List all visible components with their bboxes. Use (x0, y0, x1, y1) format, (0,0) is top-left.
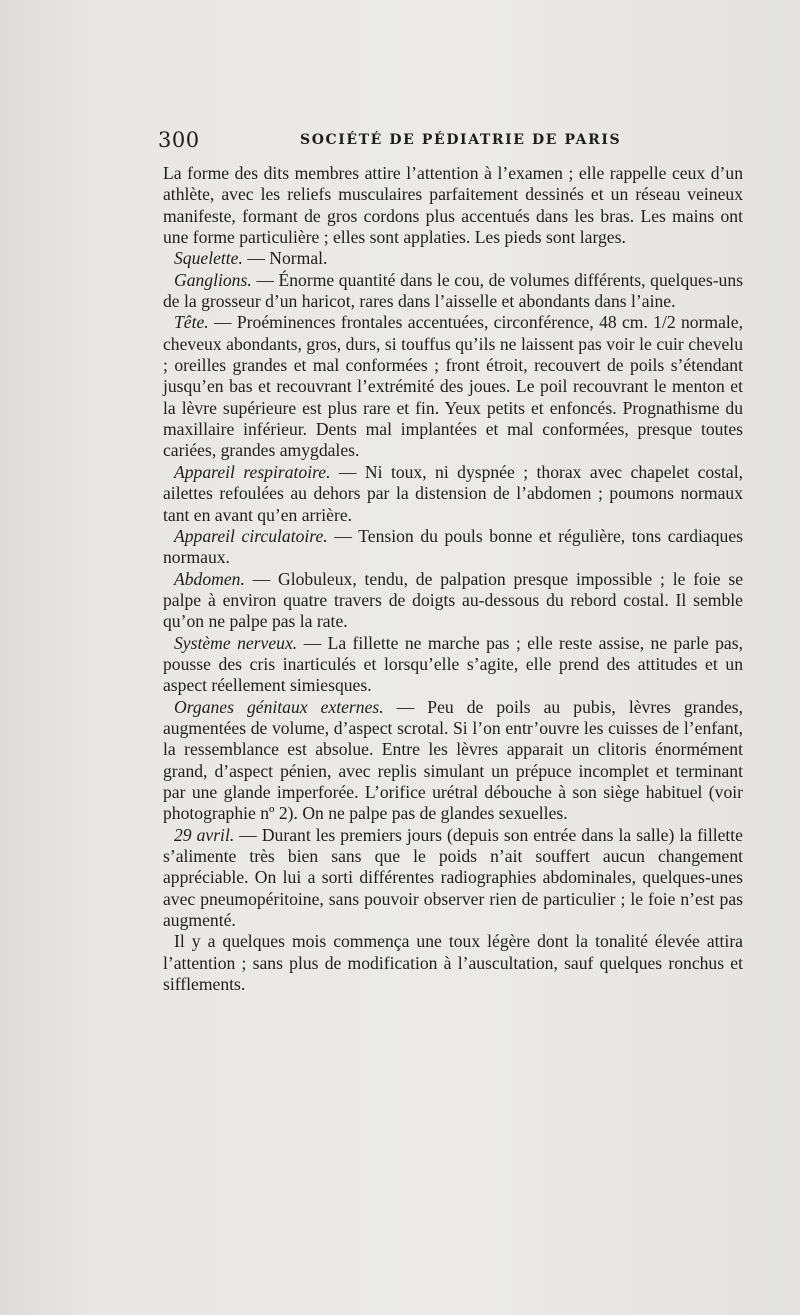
paragraph-label: Tête. (174, 312, 209, 333)
paragraph-label: Abdomen. (174, 568, 245, 589)
paragraph-label: Organes génitaux externes. (174, 696, 384, 717)
paragraph-text: — Énorme quantité dans le cou, de volumes différents, quelques-uns de la grosseur d’un haricot, rares dans l’aisselle et abondants dans l’aine. (163, 269, 743, 312)
paragraph-cough (163, 931, 743, 995)
paragraph-limbs (163, 163, 743, 248)
paragraph-text: — Peu de poils au pubis, lèvres grandes, augmentées de volume, d’aspect scrotal. Si l’on entr’ouvre les cuisses de l’enfant, la ressemblance est absolue. Entre les lèvres apparait un clitoris énormément grand, d’aspect pénien, avec replis simulant un prépuce incomplet et terminant par une glande imperforée. L’orifice urétral débouche à son siège habituel (voir photographie nº 2). On ne palpe pas de glandes sexuelles. (163, 696, 743, 824)
paragraph-label: Appareil respiratoire. (174, 461, 331, 482)
paragraph-text: Il y a quelques mois commença une toux légère dont la tonalité élevée attira l’attention ; sans plus de modification à l’auscultation, sauf quelques ronchus et sifflements. (163, 931, 743, 995)
paragraph-text: — Proéminences frontales accentuées, circonférence, 48 cm. 1/2 normale, cheveux abondants, gros, durs, si touffus qu’ils ne laissent pas voir le cuir chevelu ; oreilles grandes et mal conformées ; front étroit, recouvert de poils s’étendant jusqu’en bas et recouvrant l’extrémité des joues. Le poil recouvrant le menton et la lèvre supérieure est plus rare et fin. Yeux petits et enfoncés. Prognathisme du maxillaire inférieur. Dents mal implantées et mal conformées, presque toutes cariées, grandes amygdales. (163, 312, 743, 461)
paragraph-genital-organs (163, 697, 743, 825)
paragraph-label: Squelette. (174, 248, 243, 269)
paragraph-circulatory (163, 526, 743, 569)
paragraph-head (163, 312, 743, 461)
paragraph-text: — Tension du pouls bonne et régulière, tons cardiaques normaux. (163, 525, 743, 568)
paragraph-label: Ganglions. (174, 269, 252, 290)
paragraph-skeleton (163, 248, 743, 269)
paragraph-nervous-system (163, 633, 743, 697)
paragraph-text: La forme des dits membres attire l’attention à l’examen ; elle rappelle ceux d’un athlète, avec les reliefs musculaires parfaitement dessinés et un réseau veineux manifeste, formant de gros cordons plus accentués dans les bras. Les mains ont une forme particulière ; elles sont applaties. Les pieds sont larges. (163, 163, 743, 248)
page-header (158, 126, 742, 154)
paragraph-text: — Ni toux, ni dyspnée ; thorax avec chapelet costal, ailettes refoulées au dehors par la distension de l’abdomen ; poumons normaux tant en avant qu’en arrière. (163, 461, 743, 525)
paragraph-text: — Normal. (242, 248, 328, 269)
running-title: SOCIÉTÉ DE PÉDIATRIE DE PARIS (300, 132, 622, 148)
paragraph-label: 29 avril. (174, 824, 235, 845)
paragraph-respiratory (163, 462, 743, 526)
paragraph-text: — Durant les premiers jours (depuis son entrée dans la salle) la fillette s’alimente très bien sans que le poids n’ait souffert aucun changement appréciable. On lui a sorti différentes radiographies abdominales, quelques-unes avec pneumopéritoine, sans pouvoir observer rien de particulier ; le foie n’est pas augmenté. (163, 824, 743, 931)
paragraph-april-29 (163, 825, 743, 932)
paragraph-ganglions (163, 270, 743, 313)
paragraph-text: — La fillette ne marche pas ; elle reste assise, ne parle pas, pousse des cris inarticulés et lorsqu’elle s’agite, elle prend des attitudes et un aspect réellement simiesques. (163, 632, 743, 696)
paragraph-text: — Globuleux, tendu, de palpation presque impossible ; le foie se palpe à environ quatre travers de doigts au-dessous du rebord costal. Il semble qu’on ne palpe pas la rate. (163, 568, 743, 632)
body-text (163, 163, 743, 995)
page-number: 300 (158, 128, 200, 152)
paragraph-abdomen (163, 569, 743, 633)
paragraph-label: Système nerveux. (174, 632, 298, 653)
paragraph-label: Appareil circulatoire. (174, 525, 328, 546)
